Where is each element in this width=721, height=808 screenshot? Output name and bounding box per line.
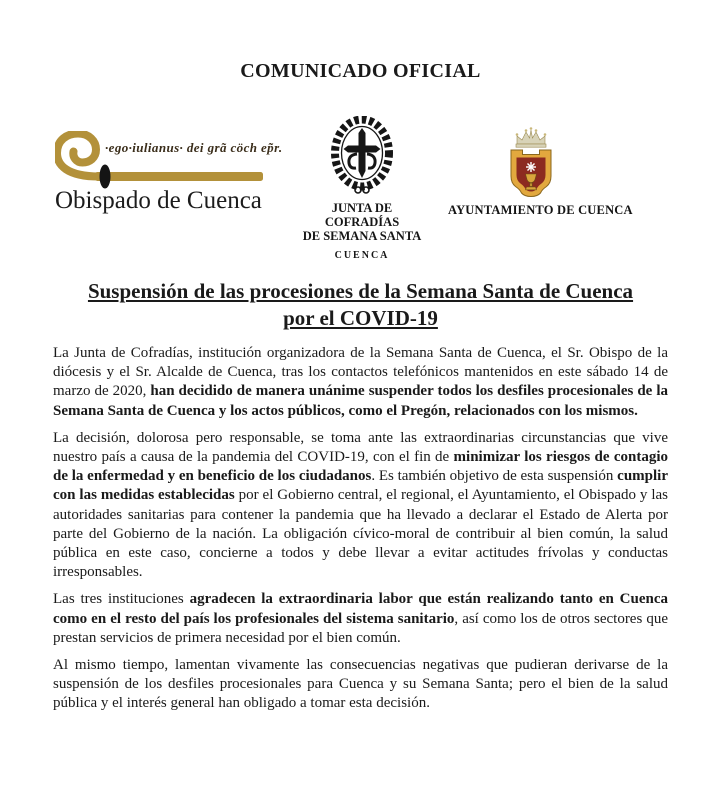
logo-junta-cofradias [297, 116, 427, 261]
logo-obispado [55, 131, 283, 221]
paragraph-run: por el Gobierno central, el regional, el Ayuntamiento, el Obispado y las autoridades sanitarias para contener la pandemia que ha llevado a declarar el Estado de Alerta por parte del Gobierno de la nación. La obligación cívico-moral de contribuir al bien común, la salud pública en este caso, concierne a todos y debe llevar a evitar actitudes frívolas y conductas irresponsables. [53, 487, 669, 581]
logo-ayuntamiento [448, 124, 633, 218]
paragraph-run: Al mismo tiempo, lamentan vivamente las consecuencias negativas que pudieran derivarse de la suspensión de los desfiles procesionales para Cuenca y su Semana Santa; pero el bien de la salud pública y el interés general han obligado a tomar esta decisión. [53, 657, 668, 712]
paragraph-run-bold: agradecen la extraordinaria labor que están realizando tanto en Cuenca como en el resto del país los profesionales del sistema sanitario [53, 591, 668, 627]
paragraph [53, 344, 668, 421]
body-text [53, 344, 668, 722]
junta-name-line1: JUNTA DE COFRADÍAS [324, 201, 400, 229]
paragraph-run: La decisión, dolorosa pero responsable, se toma ante las extraordinarias circunstancias que vive nuestro país a causa de la pandemia del COVID-19, con el fin de [53, 429, 668, 466]
heading-line1: Suspensión de las procesiones de la Semana Santa de Cuenca [87, 279, 634, 303]
paragraph-run-bold: han decidido de manera unánime suspender todos los desfiles procesionales de la Semana Santa de Cuenca y los actos públicos, como el Pregón, relacionados con los mismos. [53, 383, 668, 419]
paragraph [53, 429, 668, 583]
paragraph-run-bold: minimizar los riesgos de contagio de la enfermedad y en beneficio de los ciudadanos [53, 449, 668, 485]
cofradias-wreath-cross-icon [324, 116, 400, 196]
paragraph-run: Las tres instituciones [53, 591, 190, 608]
paragraph-run: , así como los de otros sectores que prestan servicios de primera necesidad por el bien común. [53, 610, 668, 646]
cuenca-coat-of-arms-icon [498, 124, 564, 198]
heading-line2: por el COVID-19 [283, 306, 438, 330]
star-icon [526, 162, 536, 172]
obispado-name: Obispado de Cuenca [55, 187, 262, 214]
paragraph [53, 590, 668, 648]
ayuntamiento-name: AYUNTAMIENTO DE CUENCA [448, 203, 633, 217]
junta-name-line2: DE SEMANA SANTA [302, 229, 422, 243]
document-title: COMUNICADO OFICIAL [240, 60, 481, 82]
paragraph-run-bold: cumplir con las medidas establecidas [53, 468, 669, 504]
paragraph [53, 656, 668, 714]
document-heading [0, 278, 721, 332]
junta-name-line3: CUENCA [334, 250, 390, 261]
paragraph-run: . Es también objetivo de esta suspensión [371, 468, 618, 485]
paragraph-run: La Junta de Cofradías, institución organizadora de la Semana Santa de Cuenca, el Sr. Obispo de la diócesis y el Sr. Alcalde de Cuenca, tras los contactos telefónicos mantenidos en este sábado 14 de marzo de 2020, [53, 345, 668, 400]
obispado-script-text: ·ego·iulianus· dei grã cöch ep̃r. [105, 140, 283, 155]
